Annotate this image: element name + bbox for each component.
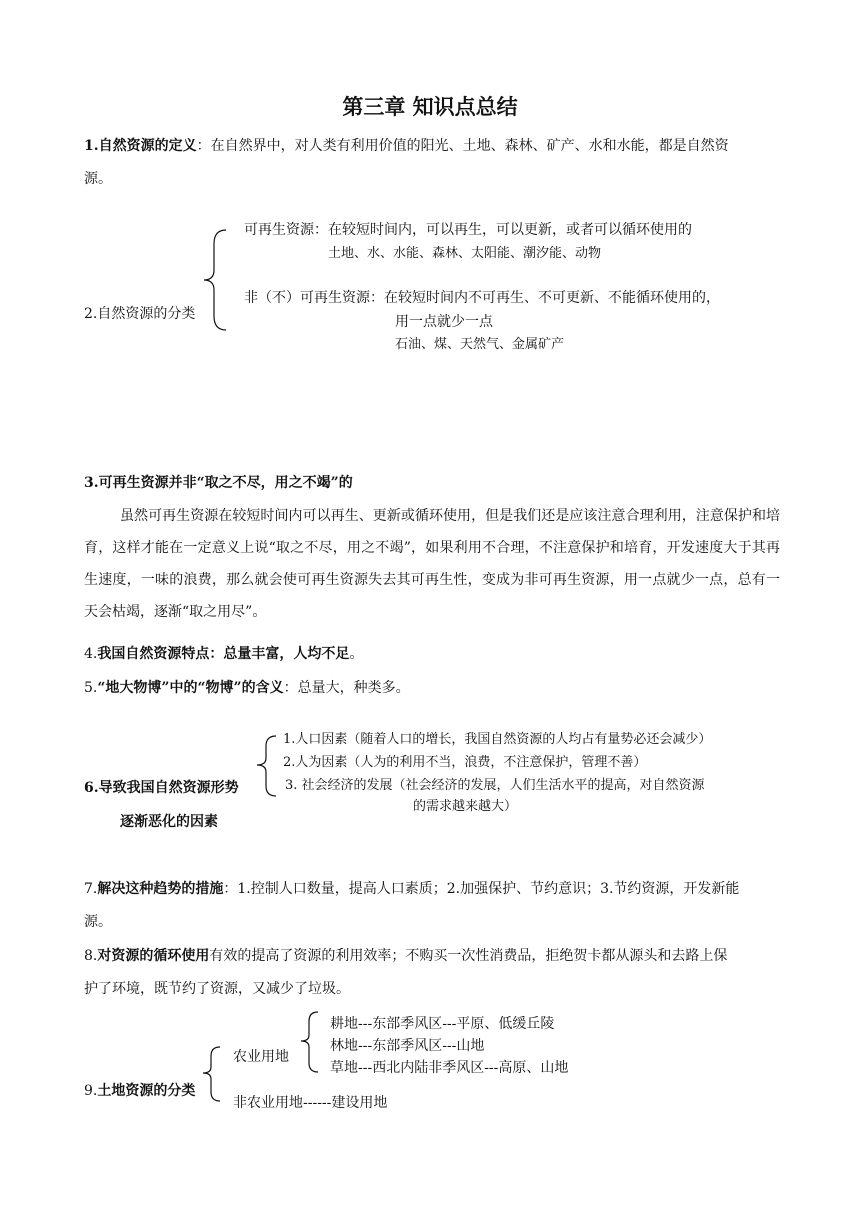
section-4-line [84, 643, 363, 663]
section-8-label: 对资源的循环使用 [97, 948, 210, 964]
land-brace [200, 1045, 224, 1103]
nonrenewable-definition: 非（不）可再生资源：在较短时间内不可再生、不可更新、不能循环使用的， [244, 290, 720, 306]
section-4-number: 4. [84, 646, 98, 662]
section-9-label: 土地资源的分类 [97, 1083, 196, 1099]
agricultural-land: 农业用地 [233, 1049, 289, 1065]
section-9-number: 9. [84, 1083, 98, 1099]
forest-land: 林地---东部季风区---山地 [330, 1038, 485, 1054]
renewable-examples: 土地、水、水能、森林、太阳能、潮汐能、动物 [328, 246, 602, 261]
section-5-label: “地大物博”中的“物博”的含义 [97, 680, 284, 696]
factors-brace [254, 734, 280, 798]
section-7-text: ：1.控制人口数量，提高人口素质；2.加强保护、节约意识；3.节约资源，开发新能 [223, 881, 740, 897]
section-1-label: 1.自然资源的定义 [84, 138, 197, 154]
section-2-label: 2.自然资源的分类 [84, 306, 196, 322]
section-4-text: 我国自然资源特点：总量丰富，人均不足 [97, 646, 350, 662]
factor-population: 1.人口因素（随着人口的增长，我国自然资源的人均占有量势必还会减少） [283, 732, 712, 747]
cultivated-land: 耕地---东部季风区---平原、低缓丘陵 [330, 1016, 555, 1032]
section-7-number: 7. [84, 881, 98, 897]
classification-brace [200, 228, 230, 332]
factor-economic: 3. 社会经济的发展（社会经济的发展，人们生活水平的提高，对自然资源 [285, 778, 705, 793]
section-1-text: 在自然界中，对人类有利用价值的阳光、土地、森林、矿产、水和水能，都是自然资 [210, 138, 729, 154]
section-1-line1 [84, 135, 729, 155]
section-5-text: ：总量大，种类多。 [283, 680, 410, 696]
section-8-text: 有效的提高了资源的利用效率；不购买一次性消费品，拒绝贺卡都从源头和去路上保 [209, 948, 728, 964]
factor-human: 2.人为因素（人为的利用不当，浪费，不注意保护，管理不善） [283, 755, 647, 770]
non-agricultural-land: 非农业用地------建设用地 [233, 1095, 388, 1111]
section-1-colon: ： [196, 138, 211, 154]
section-6-label-line2: 逐渐恶化的因素 [120, 814, 218, 830]
section-7-label: 解决这种趋势的措施 [97, 881, 224, 897]
section-5-number: 5. [84, 680, 98, 696]
section-8-number: 8. [84, 948, 98, 964]
section-1-line2: 源。 [84, 171, 112, 187]
renewable-definition: 可再生资源：在较短时间内，可以再生，可以更新，或者可以循环使用的 [244, 222, 692, 238]
section-8-line2: 护了环境，既节约了资源，又减少了垃圾。 [84, 981, 350, 997]
section-6-label-line1: 6.导致我国自然资源形势 [84, 780, 239, 796]
page-title: 第三章 知识点总结 [342, 94, 518, 119]
section-7-line2: 源。 [84, 914, 112, 930]
factor-economic-cont: 的需求越来越大） [413, 799, 518, 814]
agri-brace [298, 1010, 322, 1074]
section-7-line1 [84, 878, 739, 898]
section-4-end: 。 [349, 646, 364, 662]
section-3-heading: 3.可再生资源并非“取之不尽，用之不竭”的 [84, 475, 353, 491]
nonrenewable-note: 用一点就少一点 [395, 314, 493, 330]
section-3-body: 虽然可再生资源在较短时间内可以再生、更新或循环使用，但是我们还是应该注意合理利用，注意保护和培育，这样才能在一定意义上说“取之不尽，用之不竭”，如果利用不合理，不注意保护和培育，开发速度大于其再生速度，一味的浪费，那么就会使可再生资源失去其可再生性，变成为非可再生资源，用一点就少一点，总有一天会枯竭，逐渐“取之用尽”。 [84, 508, 780, 620]
section-8-line1 [84, 945, 727, 965]
section-5-line [84, 677, 410, 697]
grassland: 草地---西北内陆非季风区---高原、山地 [330, 1060, 569, 1076]
nonrenewable-examples: 石油、煤、天然气、金属矿产 [395, 337, 565, 352]
section-9-line [84, 1080, 195, 1100]
